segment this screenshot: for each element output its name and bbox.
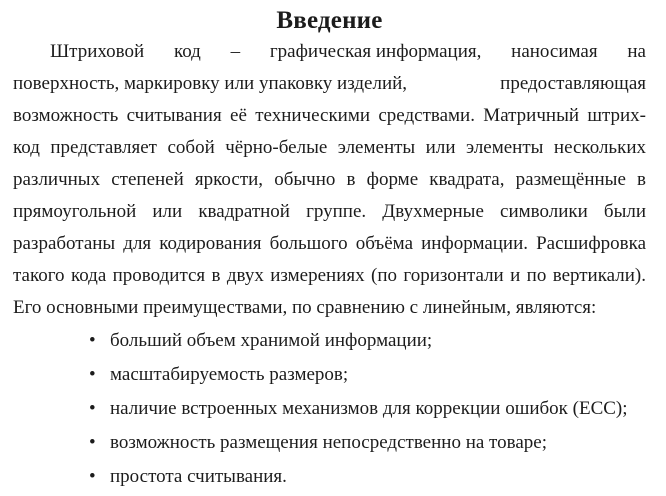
paragraph-line-segment: на — [627, 41, 646, 62]
paragraph-line-segment: – — [230, 41, 241, 62]
list-item-text: больший объем хранимой информации; — [110, 330, 433, 351]
advantages-list — [0, 324, 646, 494]
bullet-icon: • — [89, 398, 96, 419]
paragraph-line-segment: графическая информация, — [269, 41, 482, 62]
paragraph-line-segment: Штриховой — [50, 41, 145, 62]
paragraph-line-segment: код — [173, 41, 201, 62]
paragraph-line: такого кода проводится в двух измерениях (по горизонтали и по вертикали). — [13, 265, 646, 286]
list-item-text: возможность размещения непосредственно на товаре; — [110, 432, 547, 453]
paragraph-line — [13, 68, 646, 100]
list-item-text: масштабируемость размеров; — [110, 364, 349, 385]
paragraph-line-segment: наносимая — [511, 41, 598, 62]
page-title: Введение — [276, 7, 383, 34]
list-item — [89, 392, 646, 426]
bullet-icon: • — [89, 330, 96, 351]
paragraph-line: различных степеней яркости, обычно в форме квадрата, размещённые в — [13, 169, 646, 190]
paragraph-line-segment: поверхность, маркировку или упаковку изделий, — [13, 73, 408, 94]
paragraph-line: Его основными преимуществами, по сравнению с линейным, являются: — [13, 297, 597, 318]
paragraph-line: код представляет собой чёрно-белые элементы или элементы нескольких — [13, 137, 646, 158]
bullet-icon: • — [89, 432, 96, 453]
bullet-icon: • — [89, 364, 96, 385]
paragraph-line-segment: предоставляющая — [500, 73, 646, 94]
list-item — [89, 460, 646, 494]
paragraph-line: разработаны для кодирования большого объёма информации. Расшифровка — [13, 233, 646, 254]
bullet-icon: • — [89, 466, 96, 487]
paragraph-line: прямоугольной или квадратной группе. Двухмерные символики были — [13, 201, 646, 222]
list-item — [89, 426, 646, 460]
paragraph-line: возможность считывания её техническими средствами. Матричный штрих- — [13, 105, 646, 126]
intro-paragraph — [13, 36, 646, 324]
list-item-text: наличие встроенных механизмов для коррекции ошибок (ECC); — [110, 398, 628, 419]
list-item — [89, 358, 646, 392]
list-item — [89, 324, 646, 358]
list-item-text: простота считывания. — [110, 466, 287, 487]
paragraph-line — [13, 36, 646, 68]
